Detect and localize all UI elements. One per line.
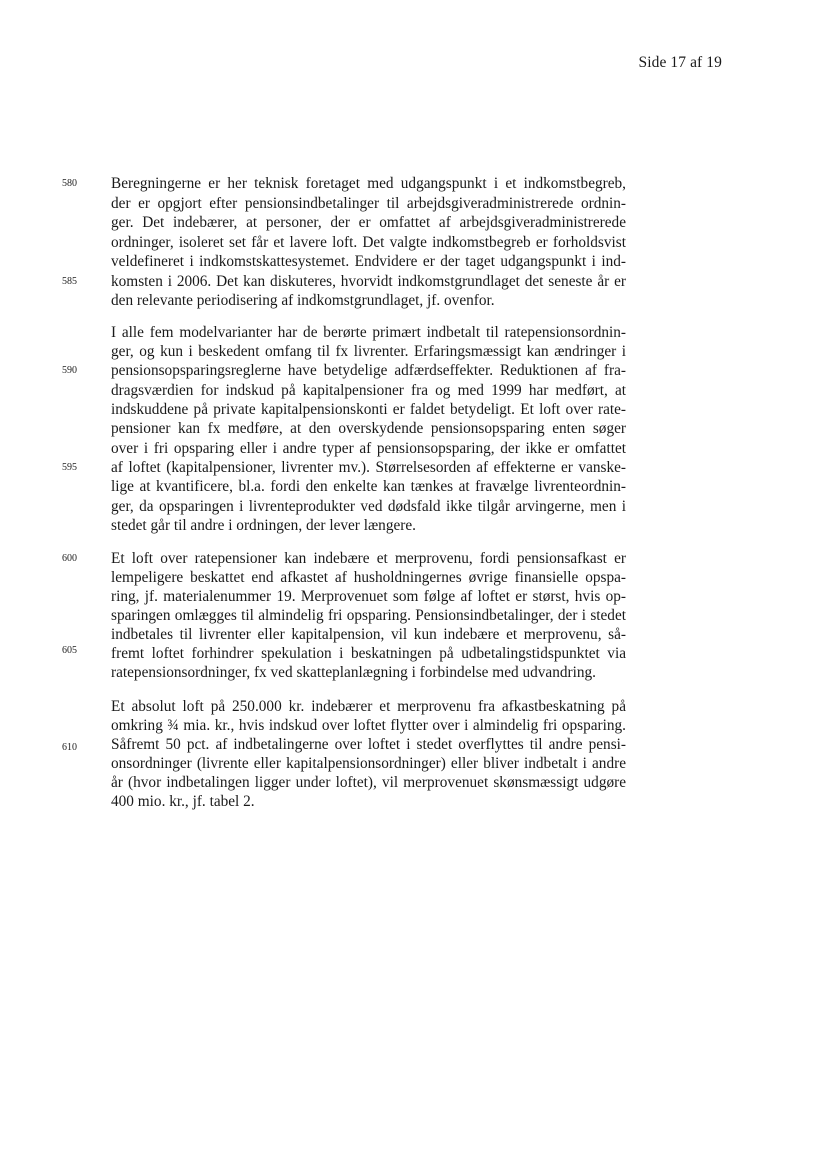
text-line: onsordninger (livrente eller kapitalpensionsordninger) eller bliver indbetalt i andre — [111, 755, 626, 772]
text-line: veldefineret i indkomstskattesystemet. Endvidere er der taget udgangspunkt i ind- — [111, 253, 626, 270]
text-line: Såfremt 50 pct. af indbetalingerne over loftet i stedet overflyttes til andre pensi- — [111, 736, 626, 753]
text-line: lige at kvantificere, bl.a. fordi den enkelte kan tænkes at fravælge livrenteordnin- — [111, 478, 626, 495]
text-line: dragsværdien for indskud på kapitalpensioner fra og med 1999 har medført, at — [111, 382, 626, 399]
line-number: 610 — [62, 742, 77, 753]
text-line: år (hvor indbetalingen ligger under loftet), vil merprovenuet skønsmæssigt udgøre — [111, 774, 626, 791]
text-line: af loftet (kapitalpensioner, livrenter mv.). Størrelsesorden af effekterne er vanske- — [111, 459, 626, 476]
text-line: ratepensionsordninger, fx ved skatteplanlægning i forbindelse med udvandring. — [111, 664, 596, 681]
line-number: 585 — [62, 276, 77, 287]
text-line: I alle fem modelvarianter har de berørte primært indbetalt til ratepensionsordnin- — [111, 324, 626, 341]
text-line: Et loft over ratepensioner kan indebære et merprovenu, fordi pensionsafkast er — [111, 550, 626, 567]
text-line: sparingen omlægges til almindelig fri opsparing. Pensionsindbetalinger, der i stedet — [111, 607, 626, 624]
text-line: ring, jf. materialenummer 19. Merprovenuet som følge af loftet er størst, hvis op- — [111, 588, 626, 605]
text-line: fremt loftet forhindrer spekulation i beskatningen på udbetalingstidspunktet via — [111, 645, 626, 662]
line-number: 600 — [62, 553, 77, 564]
line-number: 605 — [62, 645, 77, 656]
line-number: 590 — [62, 365, 77, 376]
text-line: indskuddene på private kapitalpensionskonti er faldet betydeligt. Et loft over rate- — [111, 401, 626, 418]
text-line: Et absolut loft på 250.000 kr. indebærer et merprovenu fra afkastbeskatning på — [111, 698, 626, 715]
text-line: ger, da opsparingen i livrenteprodukter ved dødsfald ikke tilgår arvingerne, men i — [111, 498, 626, 515]
text-line: komsten i 2006. Det kan diskuteres, hvorvidt indkomstgrundlaget det seneste år er — [111, 273, 626, 290]
text-line: der er opgjort efter pensionsindbetalinger til arbejdsgiveradministrerede ordnin- — [111, 195, 626, 212]
text-line: stedet går til andre i ordningen, der lever længere. — [111, 517, 416, 534]
text-line: pensionsopsparingsreglerne have betydelige adfærdseffekter. Reduktionen af fra- — [111, 362, 626, 379]
text-line: over i fri opsparing eller i andre typer af pensionsopsparing, der ikke er omfattet — [111, 440, 626, 457]
text-line: ger. Det indebærer, at personer, der er omfattet af arbejdsgiveradministrerede — [111, 214, 626, 231]
text-line: ger, og kun i beskedent omfang til fx livrenter. Erfaringsmæssigt kan ændringer i — [111, 343, 626, 360]
text-line: Beregningerne er her teknisk foretaget med udgangspunkt i et indkomstbegreb, — [111, 175, 626, 192]
page-number-header: Side 17 af 19 — [638, 54, 722, 71]
text-line: ordninger, isoleret set får et lavere loft. Det valgte indkomstbegreb er forholdsvist — [111, 234, 626, 251]
text-line: den relevante periodisering af indkomstgrundlaget, jf. ovenfor. — [111, 292, 495, 309]
text-line: 400 mio. kr., jf. tabel 2. — [111, 793, 255, 810]
line-number: 580 — [62, 178, 77, 189]
text-line: lempeligere beskattet end afkastet af husholdningernes øvrige finansielle opspa- — [111, 569, 626, 586]
line-number: 595 — [62, 462, 77, 473]
text-line: omkring ¾ mia. kr., hvis indskud over loftet flytter over i almindelig fri opsparing. — [111, 717, 626, 734]
text-line: pensioner kan fx medføre, at den overskydende pensionsopsparing enten søger — [111, 420, 626, 437]
text-line: indbetales til livrenter eller kapitalpension, vil kun indebære et merprovenu, så- — [111, 626, 626, 643]
